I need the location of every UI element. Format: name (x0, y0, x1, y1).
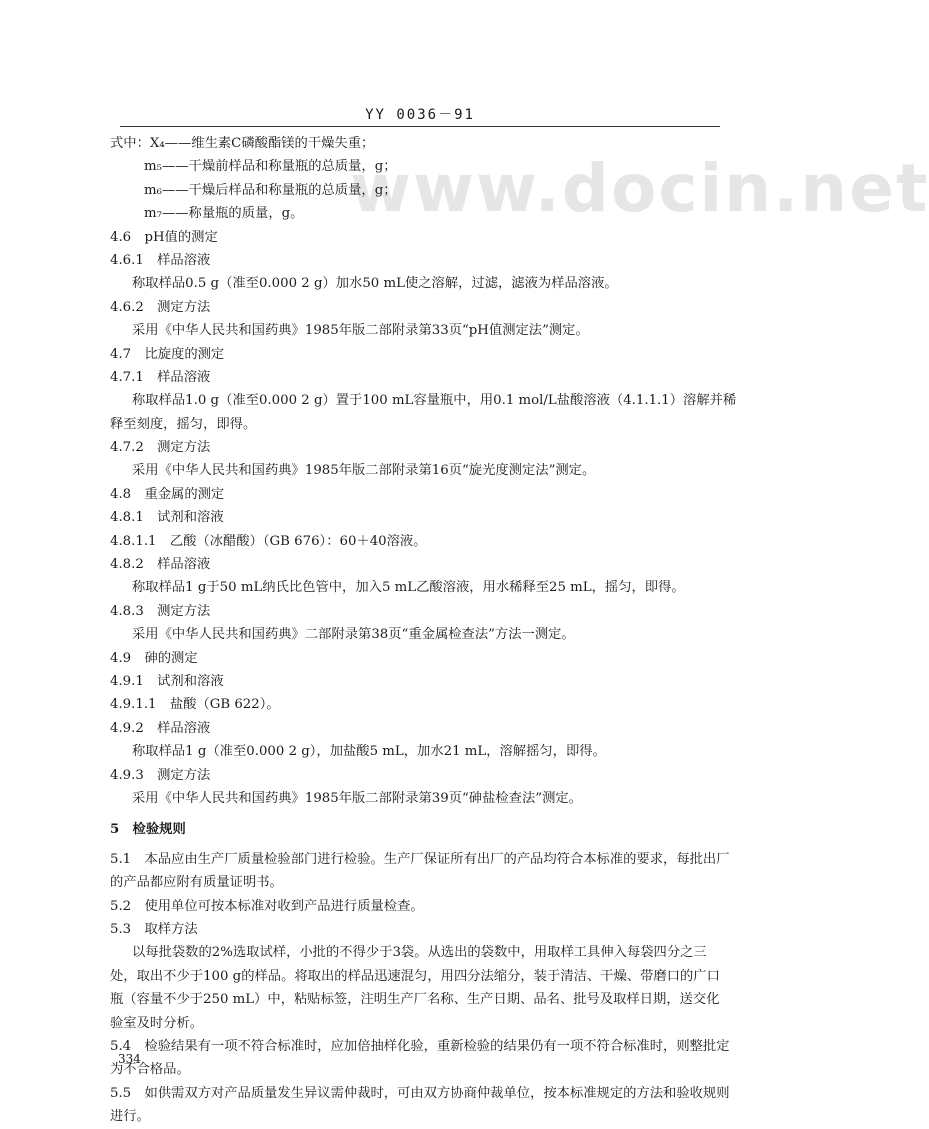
text-line: 称取样品0.5 g（准至0.000 2 g）加水50 mL使之溶解，过滤，滤液为样品溶液。 (132, 276, 618, 292)
text-line: 4.9.1 试剂和溶液 (110, 673, 224, 689)
text-line: m₆——干燥后样品和称量瓶的总质量，g； (144, 182, 397, 198)
watermark: www.docin.net (350, 150, 929, 227)
text-line: 4.7.2 测定方法 (110, 440, 211, 456)
text-line: 采用《中华人民共和国药典》1985年版二部附录第39页“砷盐检查法”测定。 (132, 790, 582, 806)
text-line: m₇——称量瓶的质量，g。 (144, 206, 304, 222)
section-5-paragraphs (110, 848, 730, 1129)
text-line: 4.7 比旋度的测定 (110, 346, 225, 362)
text-line: 4.8.3 测定方法 (110, 603, 211, 619)
text-line: 4.6 pH值的测定 (110, 229, 218, 245)
text-line: 称取样品1 g（准至0.000 2 g），加盐酸5 mL，加水21 mL，溶解摇匀，即得。 (132, 744, 606, 760)
text-line: 4.6.1 样品溶液 (110, 252, 211, 268)
paragraph: 5.3 取样方法 (110, 921, 198, 937)
header-rule (120, 126, 720, 127)
paragraph: 以每批袋数的2%选取试样，小批的不得少于3袋。从选出的袋数中，用取样工具伸入每袋四分之三处，取出不少于100 g的样品。将取出的样品迅速混匀，用四分法缩分，装于清洁、干燥、带磨口的广口瓶（容量不少于250 mL）中，粘贴标签，注明生产厂名称、生产日期、品名、批号及取样日期，送交化验室及时分析。 (110, 945, 720, 1031)
paragraph: 5.5 如供需双方对产品质量发生异议需仲裁时，可由双方协商仲裁单位，按本标准规定的方法和验收规则进行。 (110, 1085, 730, 1125)
text-line: 称取样品1.0 g（准至0.000 2 g）置于100 mL容量瓶中，用0.1 mol/L盐酸溶液（4.1.1.1）溶解并稀 (132, 393, 737, 409)
text-line: 4.9.1.1 盐酸（GB 622）。 (110, 697, 280, 713)
paragraph: 5.1 本品应由生产厂质量检验部门进行检验。生产厂保证所有出厂的产品均符合本标准的要求，每批出厂的产品都应附有质量证明书。 (110, 851, 730, 891)
text-line: 4.8 重金属的测定 (110, 486, 225, 502)
text-line: 采用《中华人民共和国药典》1985年版二部附录第33页“pH值测定法”测定。 (132, 323, 589, 339)
text-line: 4.9 砷的测定 (110, 650, 198, 666)
text-line: 采用《中华人民共和国药典》1985年版二部附录第16页“旋光度测定法”测定。 (132, 463, 596, 479)
text-line: 4.8.2 样品溶液 (110, 557, 211, 573)
document-body (110, 132, 737, 1129)
text-line: m₅——干燥前样品和称量瓶的总质量，g； (144, 159, 397, 175)
text-line: 4.7.1 样品溶液 (110, 369, 211, 385)
text-line: 释至刻度，摇匀，即得。 (110, 416, 257, 432)
text-line: 称取样品1 g于50 mL纳氏比色管中，加入5 mL乙酸溶液，用水稀释至25 mL，摇匀，即得。 (132, 580, 685, 596)
section-4-lines (110, 132, 737, 810)
document-header: YY 0036－91 (365, 107, 475, 123)
section-5-heading: 5 检验规则 (110, 822, 186, 838)
text-line: 4.8.1 试剂和溶液 (110, 510, 224, 526)
text-line: 4.9.3 测定方法 (110, 767, 211, 783)
text-line: 采用《中华人民共和国药典》二部附录第38页“重金属检查法”方法一测定。 (132, 627, 575, 643)
paragraph: 5.2 使用单位可按本标准对收到产品进行质量检查。 (110, 898, 424, 914)
paragraph: 5.4 检验结果有一项不符合标准时，应加倍抽样化验，重新检验的结果仍有一项不符合标准时，则整批定为不合格品。 (110, 1038, 730, 1078)
text-line: 4.6.2 测定方法 (110, 299, 211, 315)
page-number: 334 (118, 1052, 141, 1066)
text-line: 4.9.2 样品溶液 (110, 720, 211, 736)
text-line: 4.8.1.1 乙酸（冰醋酸）（GB 676）：60＋40溶液。 (110, 533, 427, 549)
text-line: 式中：X₄——维生素C磷酸酯镁的干燥失重； (110, 136, 375, 151)
